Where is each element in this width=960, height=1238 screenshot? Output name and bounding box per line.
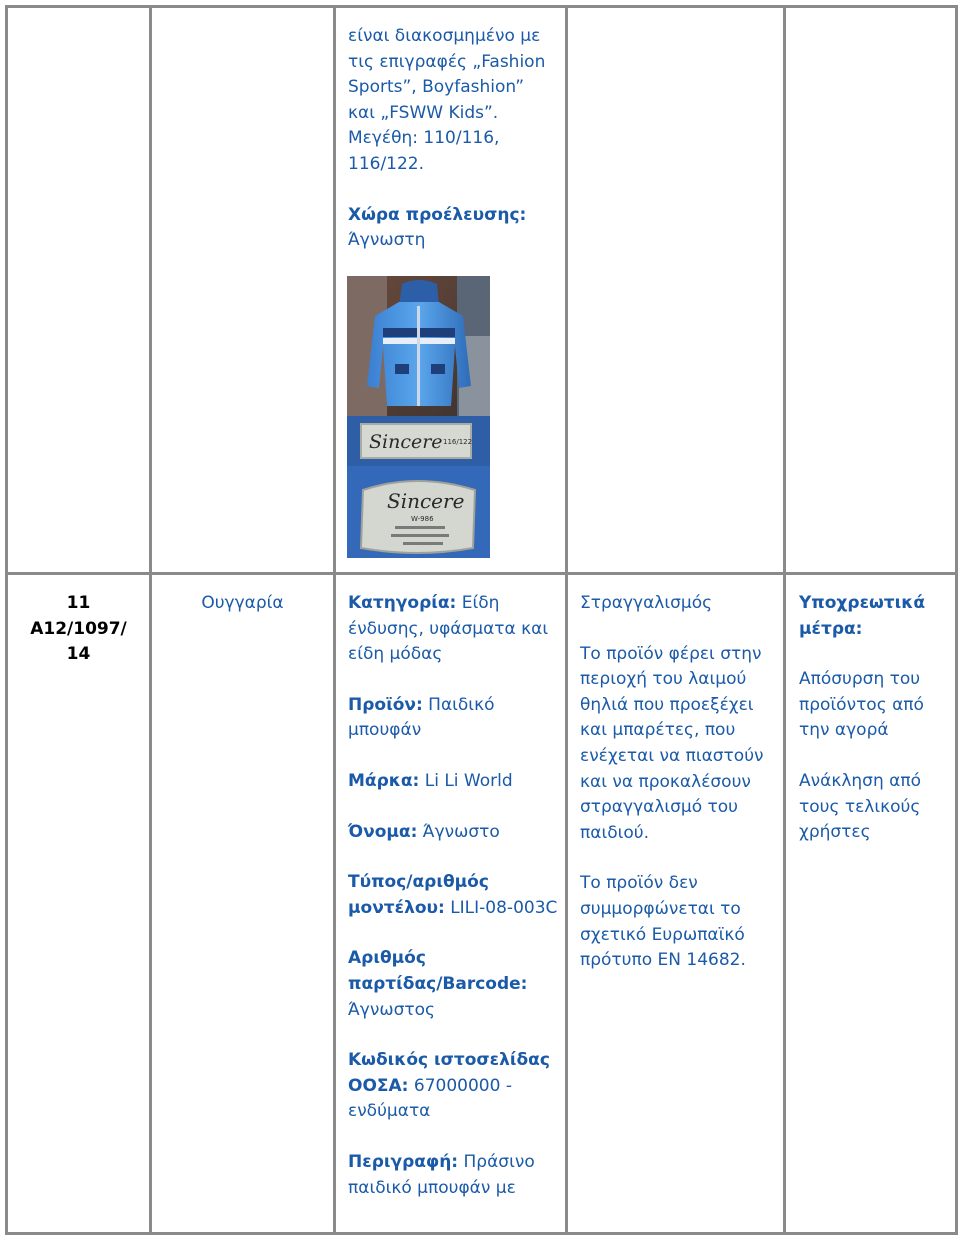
text-line: Μεγέθη: 110/116, xyxy=(348,128,500,149)
risk-details xyxy=(580,591,776,974)
product-details xyxy=(348,591,558,1201)
measures-label: Υποχρεωτικά μέτρα: xyxy=(799,593,926,639)
name-field xyxy=(348,820,558,846)
notifying-country xyxy=(152,591,333,617)
brand-label: Μάρκα: xyxy=(348,770,420,791)
measures xyxy=(799,591,949,846)
measure-withdrawal: Απόσυρση του προϊόντος από την αγορά xyxy=(799,669,924,741)
batch-value: Άγνωστος xyxy=(348,999,435,1020)
alert-id-line: A12/1097/ xyxy=(30,618,127,639)
taric-value: 67000000 - ενδύματα xyxy=(348,1075,512,1122)
batch-field xyxy=(348,946,558,1023)
risk-type: Στραγγαλισμός xyxy=(580,593,713,613)
brand-field xyxy=(348,769,558,795)
measure-recall: Ανάκληση από τους τελικούς χρήστες xyxy=(799,770,921,843)
product-details-continued xyxy=(348,24,558,254)
table-col-divider xyxy=(565,5,568,1235)
category-label: Κατηγορία: xyxy=(348,593,457,613)
table-col-divider xyxy=(783,5,786,1235)
description-label: Περιγραφή: xyxy=(348,1151,459,1172)
origin-label: Χώρα προέλευσης: xyxy=(348,204,527,225)
product-label: Προϊόν: xyxy=(348,694,423,715)
risk-description: Το προϊόν φέρει στην περιοχή του λαιμού θηλιά που προεξέχει και μπαρέτες, που ενέχεται να πιαστούν και να προκαλέσουν στραγγαλισμό του παιδιού. xyxy=(580,643,764,843)
brand-value: Li Li World xyxy=(419,770,513,791)
description-continued xyxy=(348,24,558,178)
table-border-bottom xyxy=(5,1232,958,1235)
table-border-right xyxy=(955,5,958,1235)
description-value: Πράσινο παιδικό μπουφάν με xyxy=(348,1151,535,1198)
risk-standard: Το προϊόν δεν συμμορφώνεται το σχετικό Ευρωπαϊκό πρότυπο EN 14682. xyxy=(580,873,746,971)
description-field xyxy=(348,1150,558,1201)
text-line: Sports”, Boyfashion” xyxy=(348,77,525,98)
label-size-text: 116/122 xyxy=(443,438,473,446)
origin-field xyxy=(348,203,558,254)
taric-field xyxy=(348,1048,558,1125)
product-photo xyxy=(347,276,490,558)
table-col-divider xyxy=(149,5,152,1235)
product-value: Παιδικό μπουφάν xyxy=(348,694,495,741)
model-field xyxy=(348,870,558,921)
text-line: και „FSWW Kids”. xyxy=(348,102,499,123)
table-border-top xyxy=(5,5,958,8)
text-line: 116/122. xyxy=(348,153,425,174)
name-label: Όνομα: xyxy=(348,821,418,842)
table-col-divider xyxy=(333,5,336,1235)
taric-label: Κωδικός ιστοσελίδας ΟΟΣΑ: xyxy=(348,1050,550,1096)
alert-id-line: 11 xyxy=(66,593,91,613)
jacket-photo-image xyxy=(347,276,490,558)
batch-label: Αριθμός παρτίδας/Barcode: xyxy=(348,948,528,994)
model-value: LILI-08-003C xyxy=(444,897,558,918)
category-value: Είδη ένδυσης, υφάσματα και είδη μόδας xyxy=(348,593,549,665)
origin-value: Άγνωστη xyxy=(348,230,426,251)
alert-id-line: 14 xyxy=(66,644,91,665)
tag-model-text: W-986 xyxy=(411,515,434,523)
country-value: Ουγγαρία xyxy=(201,593,284,613)
text-line: τις επιγραφές „Fashion xyxy=(348,51,546,72)
table-row-divider xyxy=(5,572,958,575)
tag-brand-text: Sincere xyxy=(387,489,465,513)
category-field xyxy=(348,591,558,668)
text-line: είναι διακοσμημένο με xyxy=(348,26,541,46)
model-label: Τύπος/αριθμός μοντέλου: xyxy=(348,872,489,918)
name-value: Άγνωστο xyxy=(417,821,500,842)
label-brand-text: Sincere xyxy=(369,431,443,453)
product-field xyxy=(348,693,558,744)
alert-id xyxy=(8,591,149,668)
